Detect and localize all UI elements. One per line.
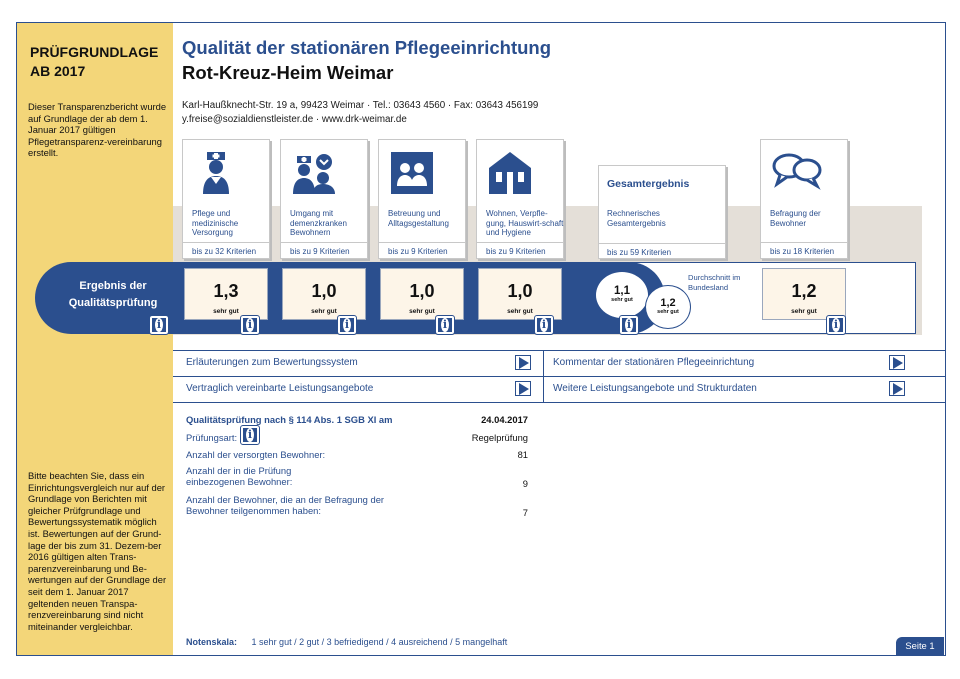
info-icon[interactable] [436,316,454,334]
info-icon[interactable] [338,316,356,334]
category-card-dementia [280,139,368,259]
facility-contact[interactable]: y.freise@sozialdienstleister.de · www.drk-weimar.de [182,114,407,125]
category-label: Betreuung und Alltagsgestaltung [388,209,449,228]
grade-dementia [282,268,366,320]
play-icon[interactable] [515,355,531,370]
overall-criteria: bis zu 59 Kriterien [599,243,725,257]
grade-word: sehr gut [657,309,679,315]
grade-scale-label: Notenskala: [186,637,238,647]
divider [173,350,945,351]
grade-value: 1,2 [660,297,676,309]
surveyed-label: Anzahl der Bewohner, die an der Befragung der Bewohner teilgenommen haben: [186,494,385,516]
nurse-icon [193,150,239,196]
overall-label: Rechnerisches Gesamtergebnis [607,209,666,228]
included-value: 9 [522,478,528,489]
divider [173,402,945,403]
grade-value: 1,3 [213,281,239,301]
grade-scale-text: 1 sehr gut / 2 gut / 3 befriedigend / 4 ausreichend / 5 mangelhaft [251,637,508,647]
speech-bubbles-icon [771,150,823,196]
play-icon[interactable] [889,381,905,396]
category-label: Pflege und medizinische Versorgung [192,209,239,238]
inspection-type-value: Regelprüfung [471,432,528,443]
divider [543,350,544,402]
info-icon[interactable] [150,316,168,334]
residents-label: Anzahl der versorgten Bewohner: [186,449,326,460]
sidebar-note-comparison: Bitte beachten Sie, dass ein Einrichtungsvergleich nur auf der Grundlage von Berichten mit gleicher Prüfgrundlage und Bewertungssystematik möglich ist. Bewertungen auf der Grund-lage der bis zum 31. Dezem-ber 2016 gültigen alten Trans-parenzvereinbarung und Be-wertungen auf der Grundlage der seit dem 1. Januar 2017 geltenden neuen Transpa-renzvereinbarung sind nicht miteinander vergleichbar. [28,470,167,632]
category-card-survey [760,139,848,259]
category-criteria: bis zu 32 Kriterien [183,242,269,256]
category-criteria: bis zu 9 Kriterien [477,242,563,256]
grade-scale [186,637,507,647]
page-title: Qualität der stationären Pflegeeinrichtung [182,37,552,58]
grade-care [184,268,268,320]
overall-grade-circle [596,272,648,318]
house-icon [487,150,533,196]
grade-word: sehr gut [507,308,533,315]
inspection-type-label: Prüfungsart: [186,432,238,443]
grade-value: 1,2 [791,281,817,301]
link-services[interactable]: Vertraglich vereinbarte Leistungsangebote [186,383,374,394]
inspection-heading: Qualitätsprüfung nach § 114 Abs. 1 SGB XI am [186,414,393,425]
grade-word: sehr gut [311,308,337,315]
sidebar-note-basis: Dieser Transparenzbericht wurde auf Grundlage der ab dem 1. Januar 2017 gültigen Pflegetransparenz-vereinbarung erstellt. [28,101,167,159]
inspection-date: 24.04.2017 [481,414,528,425]
info-icon[interactable] [827,316,845,334]
included-label: Anzahl der in die Prüfung einbezogenen Bewohner: [186,465,293,487]
sidebar-title: PRÜFGRUNDLAGE AB 2017 [30,44,159,79]
link-further-services[interactable]: Weitere Leistungsangebote und Strukturdaten [553,383,757,394]
play-icon[interactable] [889,355,905,370]
grade-housing [478,268,562,320]
info-icon[interactable] [535,316,553,334]
grade-word: sehr gut [409,308,435,315]
grade-word: sehr gut [213,308,239,315]
grade-value: 1,0 [409,281,435,301]
dementia-care-icon [291,150,337,196]
page-number: Seite 1 [896,637,944,655]
category-label: Wohnen, Verpfle-gung, Hauswirt-schaft und Hygiene [486,209,564,238]
category-card-care [182,139,270,259]
info-icon[interactable] [241,316,259,334]
state-average-label: Durchschnitt im Bundesland [688,273,741,292]
grade-value: 1,1 [614,285,630,297]
grade-value: 1,0 [507,281,533,301]
link-comment[interactable]: Kommentar der stationären Pflegeeinrichtung [553,357,755,368]
grade-activities [380,268,464,320]
link-explanations[interactable]: Erläuterungen zum Bewertungssystem [186,357,358,368]
residents-value: 81 [517,449,528,460]
grade-word: sehr gut [611,297,633,303]
divider [173,376,945,377]
category-label: Umgang mit demenzkranken Bewohnern [290,209,347,238]
result-band-label: Ergebnis der Qualitätsprüfung [68,280,158,309]
info-icon[interactable] [241,426,259,444]
people-icon [389,150,435,196]
category-card-activities [378,139,466,259]
category-card-housing [476,139,564,259]
sidebar [17,23,173,655]
info-icon[interactable] [620,316,638,334]
grade-survey [762,268,846,320]
category-criteria: bis zu 18 Kriterien [761,242,847,256]
category-label: Befragung der Bewohner [770,209,821,228]
state-average-circle [645,285,691,329]
overall-title: Gesamtergebnis [607,178,690,190]
facility-name: Rot-Kreuz-Heim Weimar [182,62,394,83]
category-criteria: bis zu 9 Kriterien [379,242,465,256]
grade-word: sehr gut [791,308,817,315]
grade-value: 1,0 [311,281,337,301]
surveyed-value: 7 [522,507,528,518]
overall-card [598,165,726,259]
play-icon[interactable] [515,381,531,396]
category-criteria: bis zu 9 Kriterien [281,242,367,256]
facility-address: Karl-Haußknecht-Str. 19 a, 99423 Weimar · Tel.: 03643 4560 · Fax: 03643 456199 [182,100,539,111]
